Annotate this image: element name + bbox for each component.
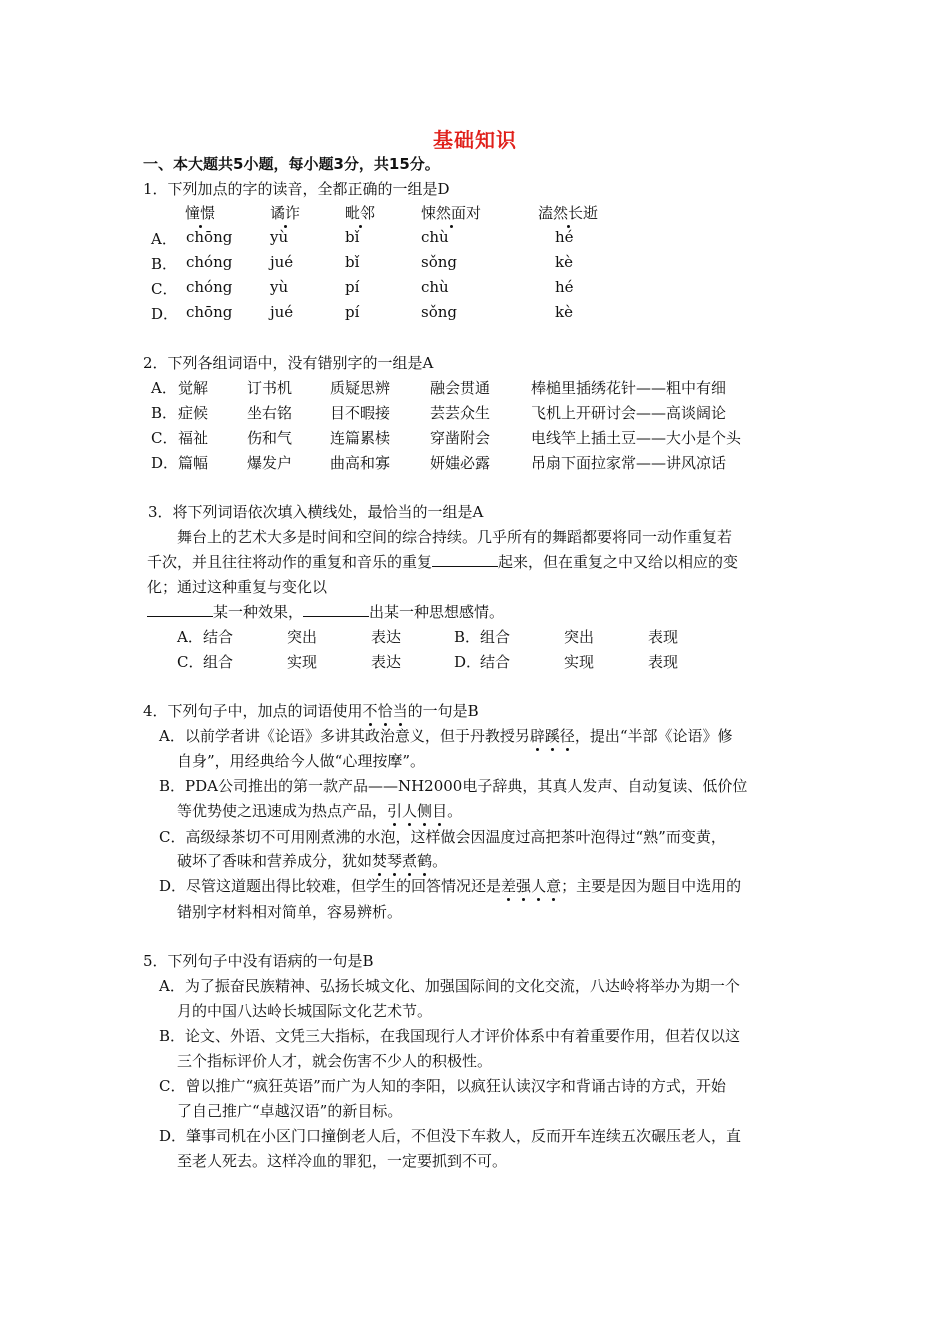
q4-option-a-cont: 自身”，用经典给今人做“心理按摩”。: [177, 752, 426, 770]
q2-option-cell: 融会贯通: [430, 379, 491, 397]
dotted-char: 侧: [417, 802, 433, 820]
q2-option-label: D．: [151, 454, 179, 472]
blank-line: [432, 552, 498, 567]
q1-option-cell: pí: [345, 278, 360, 296]
q4-option-b: B．PDA公司推出的第一款产品——NH2000电子辞典，其真人发声、自动复读、低价位: [159, 777, 748, 795]
q4-stem: [143, 700, 479, 721]
q1-option-cell: hé: [555, 278, 574, 296]
q3-option-label: D．: [454, 653, 482, 671]
q3-text: 起来，但在重复之中又给以相应的变: [498, 553, 739, 571]
section-heading: 一、本大题共5小题，每小题3分，共15分。: [143, 155, 440, 173]
q3-option-label: C．: [177, 653, 204, 671]
q4-text: D．尽管这道题出得比较难，但学生的回答情况还是: [159, 877, 502, 895]
q4-text: ；主要是因为题目中选用的: [561, 877, 742, 895]
q4-dotted-phrase: [387, 802, 447, 820]
q4-text: 。: [432, 852, 448, 870]
q2-option-cell: 连篇累椟: [330, 429, 391, 447]
q1-option-cell: yù: [270, 228, 289, 246]
q3-text: 某一种效果，: [213, 603, 304, 621]
q3-option-cell: 组合: [203, 653, 234, 671]
q1-option-cell: chóng: [186, 253, 233, 271]
q2-option-cell: 订书机: [247, 379, 293, 397]
q1-option-cell: bǐ: [345, 253, 360, 271]
q3-text: 千次，并且往往将动作的重复和音乐的重复: [147, 553, 433, 571]
q3-option-cell: 表达: [371, 653, 402, 671]
blank-line: [147, 602, 213, 617]
q1-option-cell: chù: [421, 228, 449, 246]
dotted-char: 当: [392, 702, 408, 720]
q1-option-cell: kè: [555, 303, 573, 321]
q4-dotted-phrase: [530, 727, 575, 745]
q2-option-label: B．: [151, 404, 178, 422]
dotted-char: 人: [402, 802, 418, 820]
q5-option-c-cont: 了自己推广“卓越汉语”的新目标。: [177, 1102, 403, 1120]
q2-option-cell: 飞机上开研讨会——高谈阔论: [531, 404, 727, 422]
q1-option-cell: chōng: [186, 228, 233, 246]
q1-option-cell: jué: [270, 253, 294, 271]
q3-option-cell: 表达: [371, 628, 402, 646]
q3-option-cell: 结合: [203, 628, 234, 646]
q2-option-cell: 棒槌里插绣花针——粗中有细: [531, 379, 727, 397]
q3-option-label: B．: [454, 628, 481, 646]
q4-text: 等优势使之迅速成为热点产品，: [177, 802, 388, 820]
q5-option-d: D．肇事司机在小区门口撞倒老人后，不但没下车救人，反而开车连续五次碾压老人，直: [159, 1127, 742, 1145]
q4-stem-text: 4．下列句子中，加点的词语使用: [143, 702, 363, 720]
q2-stem: 2．下列各组词语中，没有错别字的一组是A: [143, 354, 434, 372]
q5-option-b-cont: 三个指标评价人才，就会伤害不少人的积极性。: [177, 1052, 493, 1070]
q4-option-a: [159, 725, 733, 746]
q3-passage-line: 舞台上的艺术大多是时间和空间的综合持续。几乎所有的舞蹈都要将同一动作重复若: [177, 528, 733, 546]
q2-option-cell: 电线竿上插土豆——大小是个头: [531, 429, 742, 447]
q3-text: 出某一种思想感情。: [369, 603, 505, 621]
dotted-char: 人: [531, 877, 547, 895]
dotted-char: 引: [387, 802, 403, 820]
q2-option-cell: 爆发户: [247, 454, 293, 472]
q1-option-cell: chōng: [186, 303, 233, 321]
q4-dotted-phrase: [501, 877, 561, 895]
dotted-char: 鹤: [417, 852, 433, 870]
q4-text: ，提出“半部《论语》修: [574, 727, 733, 745]
dotted-char: 焚: [372, 852, 388, 870]
q3-option-cell: 突出: [287, 628, 318, 646]
q4-option-c: C．高级绿茶切不可用刚煮沸的水泡，这样做会因温度过高把茶叶泡得过“熟”而变黄，: [159, 828, 726, 846]
dotted-char: 不: [362, 702, 378, 720]
q4-text: 破坏了香味和营养成分，犹如: [177, 852, 373, 870]
q1-option-cell: jué: [270, 303, 294, 321]
q5-option-a-cont: 月的中国八达岭长城国际文化艺术节。: [177, 1002, 433, 1020]
dotted-char: 煮: [402, 852, 418, 870]
q1-option-cell: yù: [270, 278, 289, 296]
q4-text: A．以前学者讲《论语》多讲其政治意义，但于丹教授另: [159, 727, 530, 745]
q4-option-c-cont: [177, 850, 447, 871]
dotted-char: 目: [432, 802, 448, 820]
q1-option-label: A．: [151, 230, 177, 248]
q1-option-label: B．: [151, 255, 178, 273]
q5-option-d-cont: 至老人死去。这样冷血的罪犯，一定要抓到不可。: [177, 1152, 508, 1170]
q2-option-cell: 曲高和寡: [330, 454, 391, 472]
q2-option-cell: 症候: [178, 404, 209, 422]
dotted-char: 琴: [387, 852, 403, 870]
dotted-char: 蹊: [544, 727, 560, 745]
q1-stem: 1．下列加点的字的读音，全都正确的一组是D: [143, 180, 450, 198]
q1-option-cell: hé: [555, 228, 574, 246]
q1-option-label: D．: [151, 305, 179, 323]
q2-option-cell: 坐右铭: [247, 404, 293, 422]
dotted-char: 意: [546, 877, 562, 895]
q3-passage-line: [147, 551, 738, 572]
blank-line: [303, 602, 369, 617]
q5-option-c: C．曾以推广“疯狂英语”而广为人知的李阳，以疯狂认读汉字和背诵古诗的方式，开始: [159, 1077, 726, 1095]
q1-option-cell: chù: [421, 278, 449, 296]
q2-option-cell: 觉解: [178, 379, 209, 397]
q1-word-2: 谲诈: [270, 204, 301, 222]
q2-option-cell: 妍媸必露: [430, 454, 491, 472]
dotted-char: 恰: [377, 702, 393, 720]
q2-option-label: A．: [151, 379, 177, 397]
q3-option-cell: 表现: [648, 653, 679, 671]
q4-option-d: [159, 875, 741, 896]
q1-option-cell: sǒng: [421, 253, 457, 271]
q4-option-b-cont: [177, 800, 462, 821]
q3-option-cell: 组合: [480, 628, 511, 646]
q1-option-cell: bǐ: [345, 228, 360, 246]
q3-passage-line: [147, 601, 504, 622]
q1-word-3: 毗邻: [345, 204, 376, 222]
q1-option-cell: sǒng: [421, 303, 457, 321]
q1-word-4: 悚然面对: [421, 204, 482, 222]
q4-stem-text: 的一句是B: [407, 702, 479, 720]
q2-option-cell: 伤和气: [247, 429, 293, 447]
q3-option-label: A．: [177, 628, 203, 646]
q1-option-cell: kè: [555, 253, 573, 271]
q4-dotted-phrase: [372, 852, 432, 870]
q2-option-cell: 质疑思辨: [330, 379, 391, 397]
q3-passage-line: 化；通过这种重复与变化以: [147, 578, 328, 596]
dotted-char: 强: [516, 877, 532, 895]
q2-option-cell: 穿凿附会: [430, 429, 491, 447]
q1-word-1: 憧憬: [185, 204, 216, 222]
q4-text: 。: [447, 802, 463, 820]
q3-option-cell: 结合: [480, 653, 511, 671]
q2-option-cell: 目不暇接: [330, 404, 391, 422]
q2-option-cell: 福祉: [178, 429, 209, 447]
q5-option-b: B．论文、外语、文凭三大指标，在我国现行人才评价体系中有着重要作用，但若仅以这: [159, 1027, 741, 1045]
q5-stem: 5．下列句子中没有语病的一句是B: [143, 952, 374, 970]
q3-option-cell: 实现: [564, 653, 595, 671]
q2-option-cell: 吊扇下面拉家常——讲风凉话: [531, 454, 727, 472]
q1-option-label: C．: [151, 280, 178, 298]
page-title: 基础知识: [433, 128, 517, 152]
q1-option-cell: chóng: [186, 278, 233, 296]
dotted-char: 径: [559, 727, 575, 745]
q3-option-cell: 表现: [648, 628, 679, 646]
q3-option-cell: 突出: [564, 628, 595, 646]
q2-option-cell: 芸芸众生: [430, 404, 491, 422]
dotted-char: 差: [501, 877, 517, 895]
q3-stem: 3．将下列词语依次填入横线处，最恰当的一组是A: [148, 503, 484, 521]
dotted-char: 辟: [529, 727, 545, 745]
q2-option-cell: 篇幅: [178, 454, 209, 472]
q1-option-cell: pí: [345, 303, 360, 321]
q2-option-label: C．: [151, 429, 178, 447]
q4-stem-dotted: [363, 702, 408, 720]
q5-option-a: A．为了振奋民族精神、弘扬长城文化、加强国际间的文化交流，八达岭将举办为期一个: [159, 977, 740, 995]
q3-option-cell: 实现: [287, 653, 318, 671]
q1-word-5: 溘然长逝: [538, 204, 599, 222]
q4-option-d-cont: 错别字材料相对简单，容易辨析。: [177, 903, 403, 921]
